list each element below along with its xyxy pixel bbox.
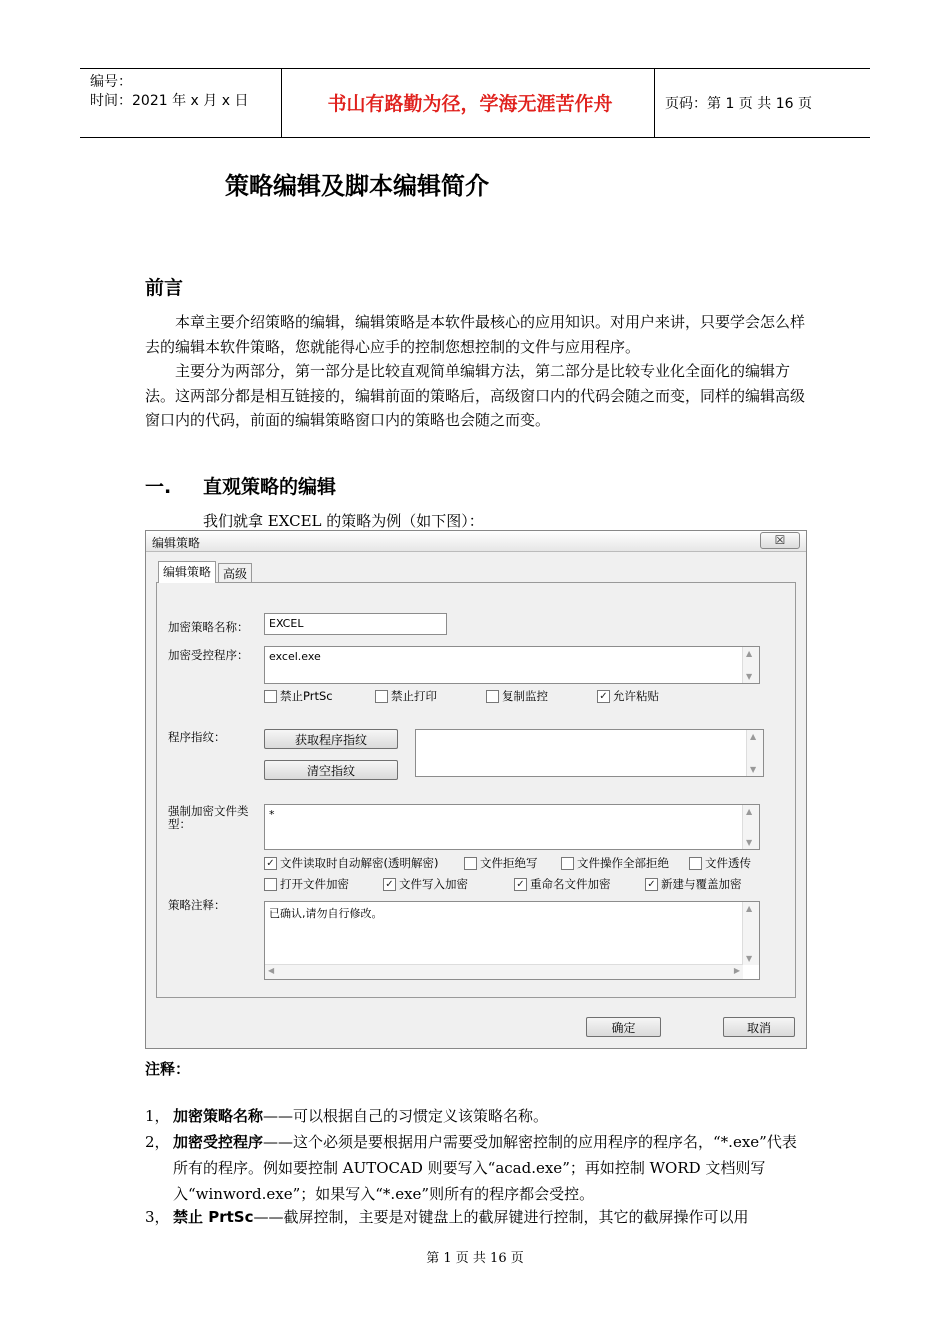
checkbox-box[interactable]: ✓ xyxy=(383,878,396,891)
preface-paragraph: 主要分为两部分，第一部分是比较直观简单编辑方法，第二部分是比较专业化全面化的编辑方法。这两部分都是相互链接的，编辑前面的策略后，高级窗口内的代码会随之而变，同样的编辑高级窗口内的代码，前面的编辑策略窗口内的策略也会随之而变。 xyxy=(145,362,806,429)
checkbox-open-encrypt[interactable]: 打开文件加密 xyxy=(264,876,349,892)
checkbox-deny-write[interactable]: 文件拒绝写 xyxy=(464,855,538,871)
close-icon: ☒ xyxy=(774,533,786,547)
checkbox-box[interactable]: ✓ xyxy=(264,857,277,870)
header-divider xyxy=(281,69,282,137)
checkbox-box[interactable] xyxy=(689,857,702,870)
scroll-down-icon[interactable]: ▼ xyxy=(746,838,753,847)
scroll-up-icon[interactable]: ▲ xyxy=(746,904,753,913)
dialog-titlebar xyxy=(146,531,806,552)
checkbox-passthrough[interactable]: 文件透传 xyxy=(689,855,751,871)
header-page-info: 页码：第 1 页 共 16 页 xyxy=(665,96,812,112)
note-term: 禁止 PrtSc xyxy=(173,1208,254,1226)
note-item: 1， 加密策略名称——可以根据自己的习惯定义该策略名称。 xyxy=(145,1107,549,1125)
dialog-title: 编辑策略 xyxy=(152,536,201,550)
preface-paragraph: 本章主要介绍策略的编辑，编辑策略是本软件最核心的应用知识。对用户来讲，只要学会怎么样去的编辑本软件策略，您就能得心应手的控制您想控制的文件与应用程序。 xyxy=(145,313,806,356)
scroll-up-icon[interactable]: ▲ xyxy=(746,807,753,816)
note-term: 加密受控程序 xyxy=(173,1133,264,1151)
close-button[interactable] xyxy=(760,532,800,549)
checkbox-box[interactable] xyxy=(464,857,477,870)
date-label: 时间：2021 年 x 月 x 日 xyxy=(90,93,249,109)
checkbox-copy-monitor[interactable]: 复制监控 xyxy=(486,688,548,704)
header-divider xyxy=(654,69,655,137)
scrollbar[interactable] xyxy=(746,730,763,776)
checkbox-box[interactable] xyxy=(264,690,277,703)
page-footer: 第 1 页 共 16 页 xyxy=(426,1251,524,1266)
checkbox-auto-decrypt[interactable]: ✓ 文件读取时自动解密(透明解密) xyxy=(264,855,438,871)
tab-edit-policy[interactable]: 编辑策略 xyxy=(158,561,216,583)
program-label: 加密受控程序： xyxy=(168,648,249,662)
checkbox-box[interactable] xyxy=(486,690,499,703)
cancel-button[interactable]: 取消 xyxy=(723,1017,795,1037)
section-number: 一. xyxy=(145,476,172,498)
checkbox-write-encrypt[interactable]: ✓ 文件写入加密 xyxy=(383,876,468,892)
comment-label: 策略注释： xyxy=(168,898,226,912)
filetype-input[interactable] xyxy=(264,804,760,850)
checkbox-box[interactable]: ✓ xyxy=(645,878,658,891)
horizontal-scrollbar[interactable] xyxy=(265,964,743,979)
header-motto: 书山有路勤为径，学海无涯苦作舟 xyxy=(327,93,613,115)
scrollbar[interactable] xyxy=(742,647,759,683)
checkbox-box[interactable]: ✓ xyxy=(597,690,610,703)
policy-name-label: 加密策略名称： xyxy=(168,620,249,634)
tab-panel xyxy=(156,582,796,998)
note-text: ——这个必须是要根据用户需要受加解密控制的应用程序的程序名，“*.exe”代表所有的程序。例如要控制 AUTOCAD 则要写入“acad.exe”；再如控制 WORD 文档则写入“winword.exe”；如果写入“*.exe”则所有的程序都会受控。 xyxy=(173,1133,797,1203)
preface-body xyxy=(145,310,805,433)
note-term: 加密策略名称 xyxy=(173,1107,264,1125)
fingerprint-label: 程序指纹： xyxy=(168,730,226,744)
checkbox-rename-encrypt[interactable]: ✓ 重命名文件加密 xyxy=(514,876,611,892)
note-item: 2， 加密受控程序——这个必须是要根据用户需要受加解密控制的应用程序的程序名，“*.exe”代表所有的程序。例如要控制 AUTOCAD 则要写入“acad.exe”；再如控制 WORD 文档则写入“winword.exe”；如果写入“*.exe”则所有的程序都会受控。 xyxy=(145,1133,797,1203)
comment-input[interactable] xyxy=(264,901,760,980)
note-text: ——可以根据自己的习惯定义该策略名称。 xyxy=(263,1107,549,1125)
section-heading: 直观策略的编辑 xyxy=(203,476,337,498)
program-value: excel.exe xyxy=(269,650,321,663)
scroll-down-icon[interactable]: ▼ xyxy=(750,765,757,774)
checkbox-deny-all[interactable]: 文件操作全部拒绝 xyxy=(561,855,669,871)
policy-name-input[interactable] xyxy=(264,613,447,635)
fingerprint-output[interactable] xyxy=(415,729,764,777)
checkbox-allow-paste[interactable]: ✓ 允许粘贴 xyxy=(597,688,659,704)
number-label: 编号： xyxy=(90,74,132,90)
checkbox-disable-print[interactable]: 禁止打印 xyxy=(375,688,437,704)
checkbox-box[interactable]: ✓ xyxy=(514,878,527,891)
scrollbar[interactable] xyxy=(742,902,759,965)
ok-button[interactable]: 确定 xyxy=(586,1017,661,1037)
note-item: 3， 禁止 PrtSc——截屏控制，主要是对键盘上的截屏键进行控制，其它的截屏操作可以用 xyxy=(145,1208,749,1226)
scrollbar[interactable] xyxy=(742,805,759,849)
scroll-down-icon[interactable]: ▼ xyxy=(746,954,753,963)
scroll-right-icon[interactable]: ▶ xyxy=(733,966,740,975)
scroll-up-icon[interactable]: ▲ xyxy=(746,649,753,658)
tab-advanced[interactable]: 高级 xyxy=(218,563,252,583)
scroll-up-icon[interactable]: ▲ xyxy=(750,732,757,741)
edit-policy-dialog xyxy=(145,530,807,1049)
program-input[interactable] xyxy=(264,646,760,684)
page-header xyxy=(80,68,870,138)
document-title: 策略编辑及脚本编辑简介 xyxy=(225,172,489,200)
notes-heading: 注释： xyxy=(145,1060,191,1078)
clear-fingerprint-button[interactable]: 清空指纹 xyxy=(264,760,398,780)
scroll-left-icon[interactable]: ◀ xyxy=(268,966,275,975)
filetype-label: 强制加密文件类型： xyxy=(168,804,249,831)
checkbox-box[interactable] xyxy=(561,857,574,870)
preface-heading: 前言 xyxy=(145,277,184,299)
checkbox-create-overwrite-encrypt[interactable]: ✓ 新建与覆盖加密 xyxy=(645,876,742,892)
policy-name-value: EXCEL xyxy=(269,617,304,630)
checkbox-box[interactable] xyxy=(375,690,388,703)
comment-value: 已确认,请勿自行修改。 xyxy=(269,907,383,920)
filetype-value: * xyxy=(269,808,275,821)
checkbox-disable-prtsc[interactable]: 禁止PrtSc xyxy=(264,688,333,704)
checkbox-box[interactable] xyxy=(264,878,277,891)
note-text: ——截屏控制，主要是对键盘上的截屏键进行控制，其它的截屏操作可以用 xyxy=(253,1208,749,1226)
section-intro: 我们就拿 EXCEL 的策略为例（如下图）： xyxy=(203,512,484,530)
get-fingerprint-button[interactable]: 获取程序指纹 xyxy=(264,729,398,749)
header-meta xyxy=(90,73,248,111)
scroll-down-icon[interactable]: ▼ xyxy=(746,672,753,681)
